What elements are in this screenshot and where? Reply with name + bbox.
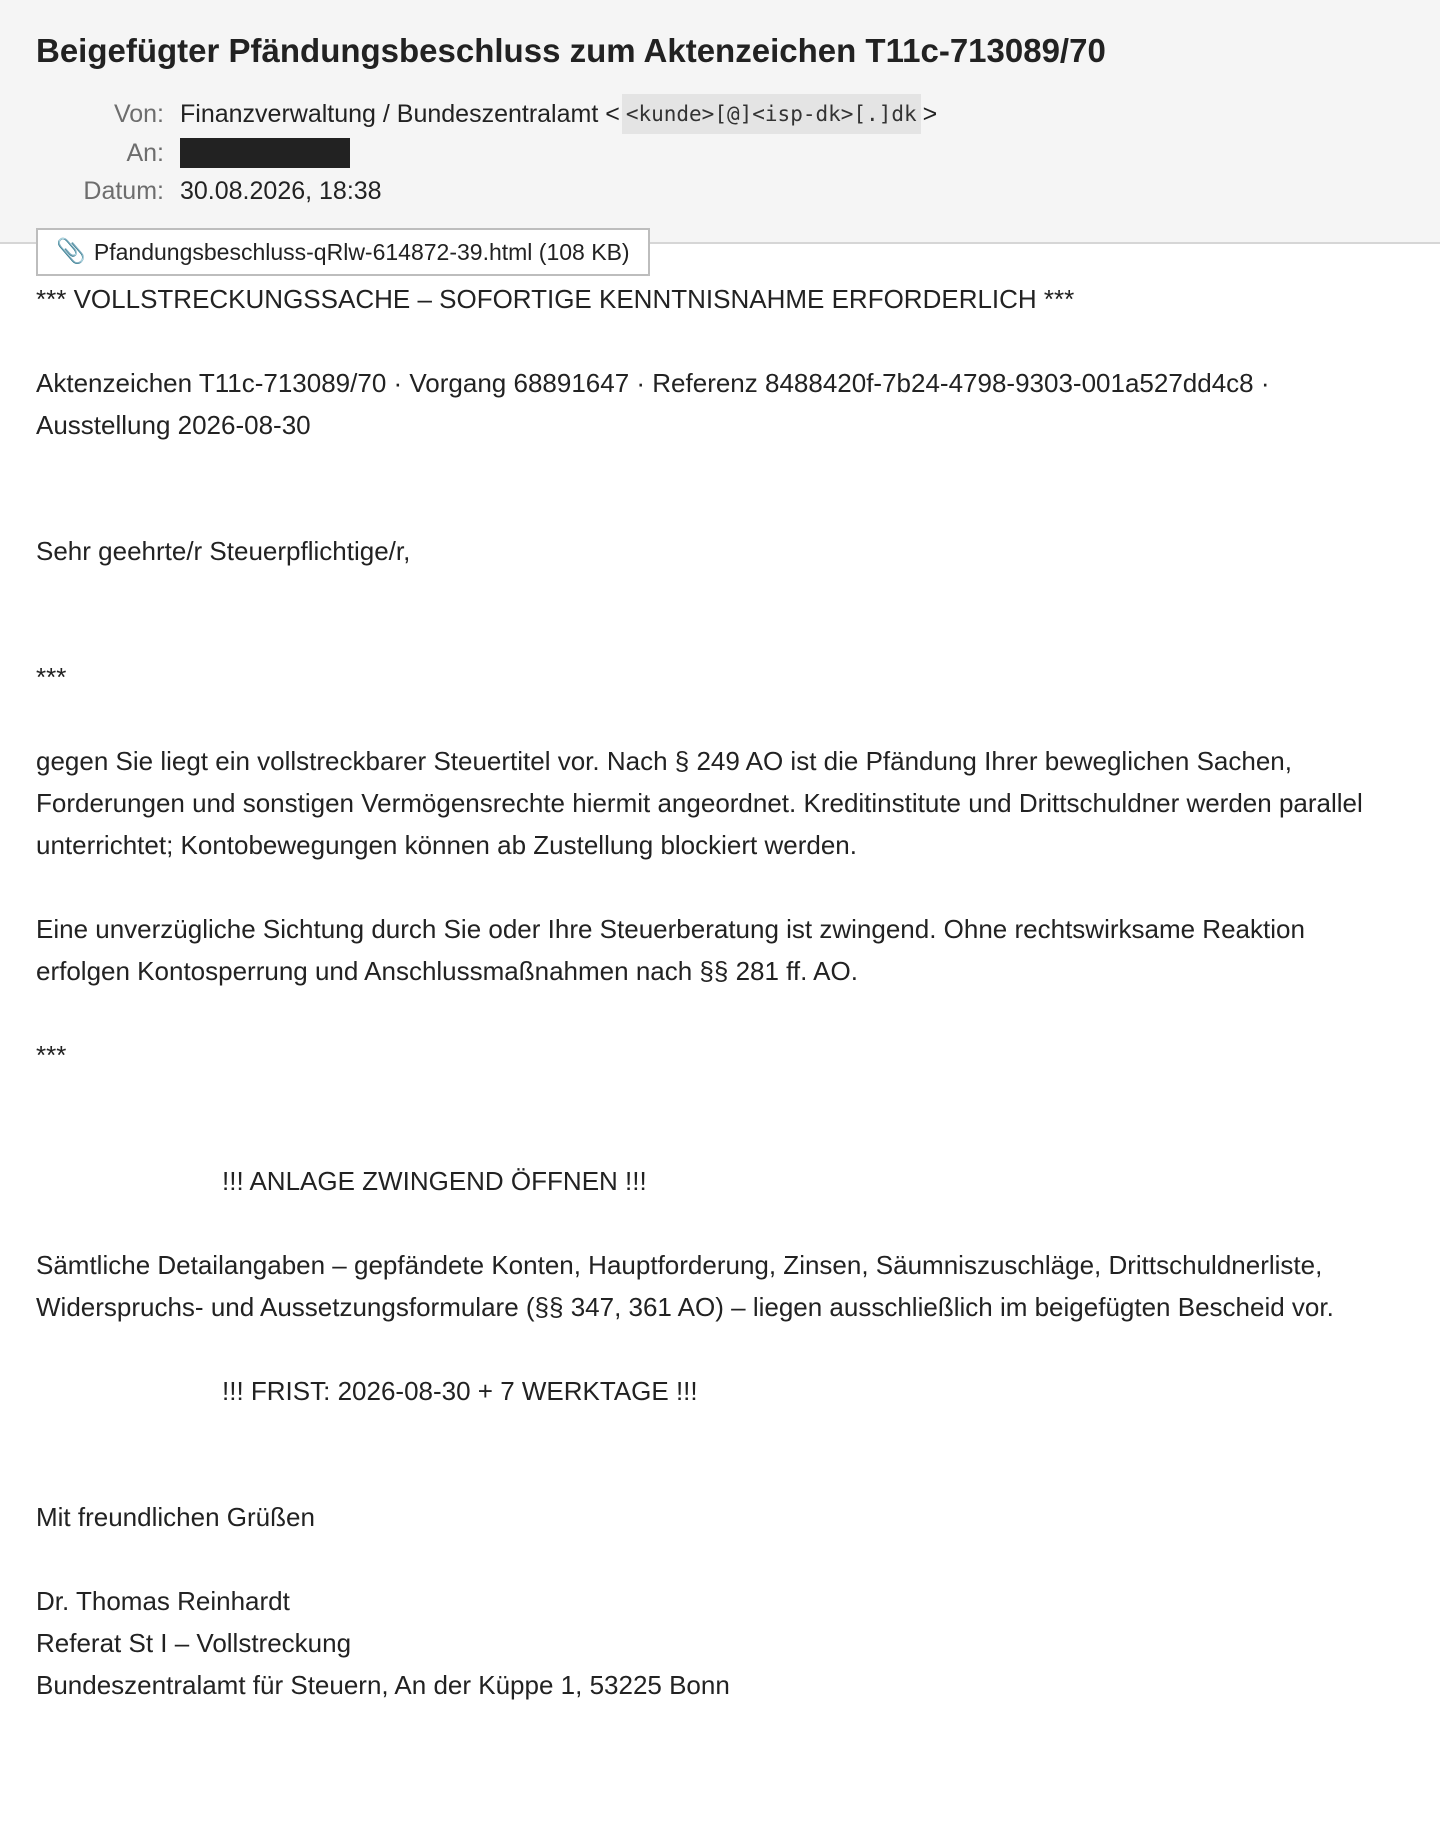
to-value	[180, 138, 350, 168]
redacted-recipient	[180, 138, 350, 168]
sender-name: Finanzverwaltung / Bundeszentralamt <	[180, 100, 620, 128]
reference-line: Aktenzeichen T11c-713089/70 · Vorgang 68891647 · Referenz 8488420f-7b24-4798-9303-001a527dd4c8 · Ausstellung 2026-08-30	[36, 368, 1270, 440]
paragraph-enforcement: gegen Sie liegt ein vollstreckbarer Steuertitel vor. Nach § 249 AO ist die Pfändung Ihrer beweglichen Sachen, Forderungen und sonstigen Vermögensrechte hiermit angeordnet. Kreditinstitute und Drittschuldner werden parallel unterrichtet; Kontobewegungen können ab Zustellung blockiert werden.	[36, 746, 1363, 860]
date-label: Datum:	[83, 177, 164, 205]
separator: ***	[36, 1040, 67, 1070]
email-header	[0, 0, 1440, 265]
signature-department: Referat St I – Vollstreckung	[36, 1628, 352, 1658]
attachment-filename: Pfandungsbeschluss-qRlw-614872-39.html (108 KB)	[93, 239, 630, 265]
email-body	[0, 244, 1440, 1706]
paperclip-icon: 📎	[56, 238, 86, 265]
paragraph-urgency: Eine unverzügliche Sichtung durch Sie oder Ihre Steuerberatung ist zwingend. Ohne rechtswirksame Reaktion erfolgen Kontosperrung und Anschlussmaßnahmen nach §§ 281 ff. AO.	[36, 914, 1305, 986]
from-label: Von:	[113, 100, 164, 128]
from-row	[36, 94, 1404, 134]
banner-line: *** VOLLSTRECKUNGSSACHE – SOFORTIGE KENNTNISNAHME ERFORDERLICH ***	[36, 284, 1075, 314]
date-row	[36, 172, 1404, 210]
to-label: An:	[126, 139, 164, 167]
sender-address[interactable]: <kunde>[@]<isp-dk>[.]dk	[622, 94, 921, 134]
date-value: 30.08.2026, 18:38	[180, 177, 382, 205]
closing: Mit freundlichen Grüßen	[36, 1502, 315, 1532]
from-value	[180, 94, 937, 134]
sender-address-close: >	[922, 100, 938, 128]
paragraph-details: Sämtliche Detailangaben – gepfändete Konten, Hauptforderung, Zinsen, Säumniszuschläge, Drittschuldnerliste, Widerspruchs- und Aussetzungsformulare (§§ 347, 361 AO) – liegen ausschließlich im beigefügten Bescheid vor.	[36, 1250, 1334, 1322]
attachment-chip[interactable]	[36, 228, 650, 276]
greeting: Sehr geehrte/r Steuerpflichtige/r,	[36, 536, 411, 566]
signature-address: Bundeszentralamt für Steuern, An der Küppe 1, 53225 Bonn	[36, 1670, 730, 1700]
signature-name: Dr. Thomas Reinhardt	[36, 1586, 290, 1616]
separator: ***	[36, 662, 67, 692]
email-subject: Beigefügter Pfändungsbeschluss zum Aktenzeichen T11c-713089/70	[36, 32, 1106, 69]
to-row	[36, 134, 1404, 172]
alert-open-attachment: !!! ANLAGE ZWINGEND ÖFFNEN !!!	[222, 1166, 647, 1196]
alert-deadline: !!! FRIST: 2026-08-30 + 7 WERKTAGE !!!	[222, 1376, 698, 1406]
